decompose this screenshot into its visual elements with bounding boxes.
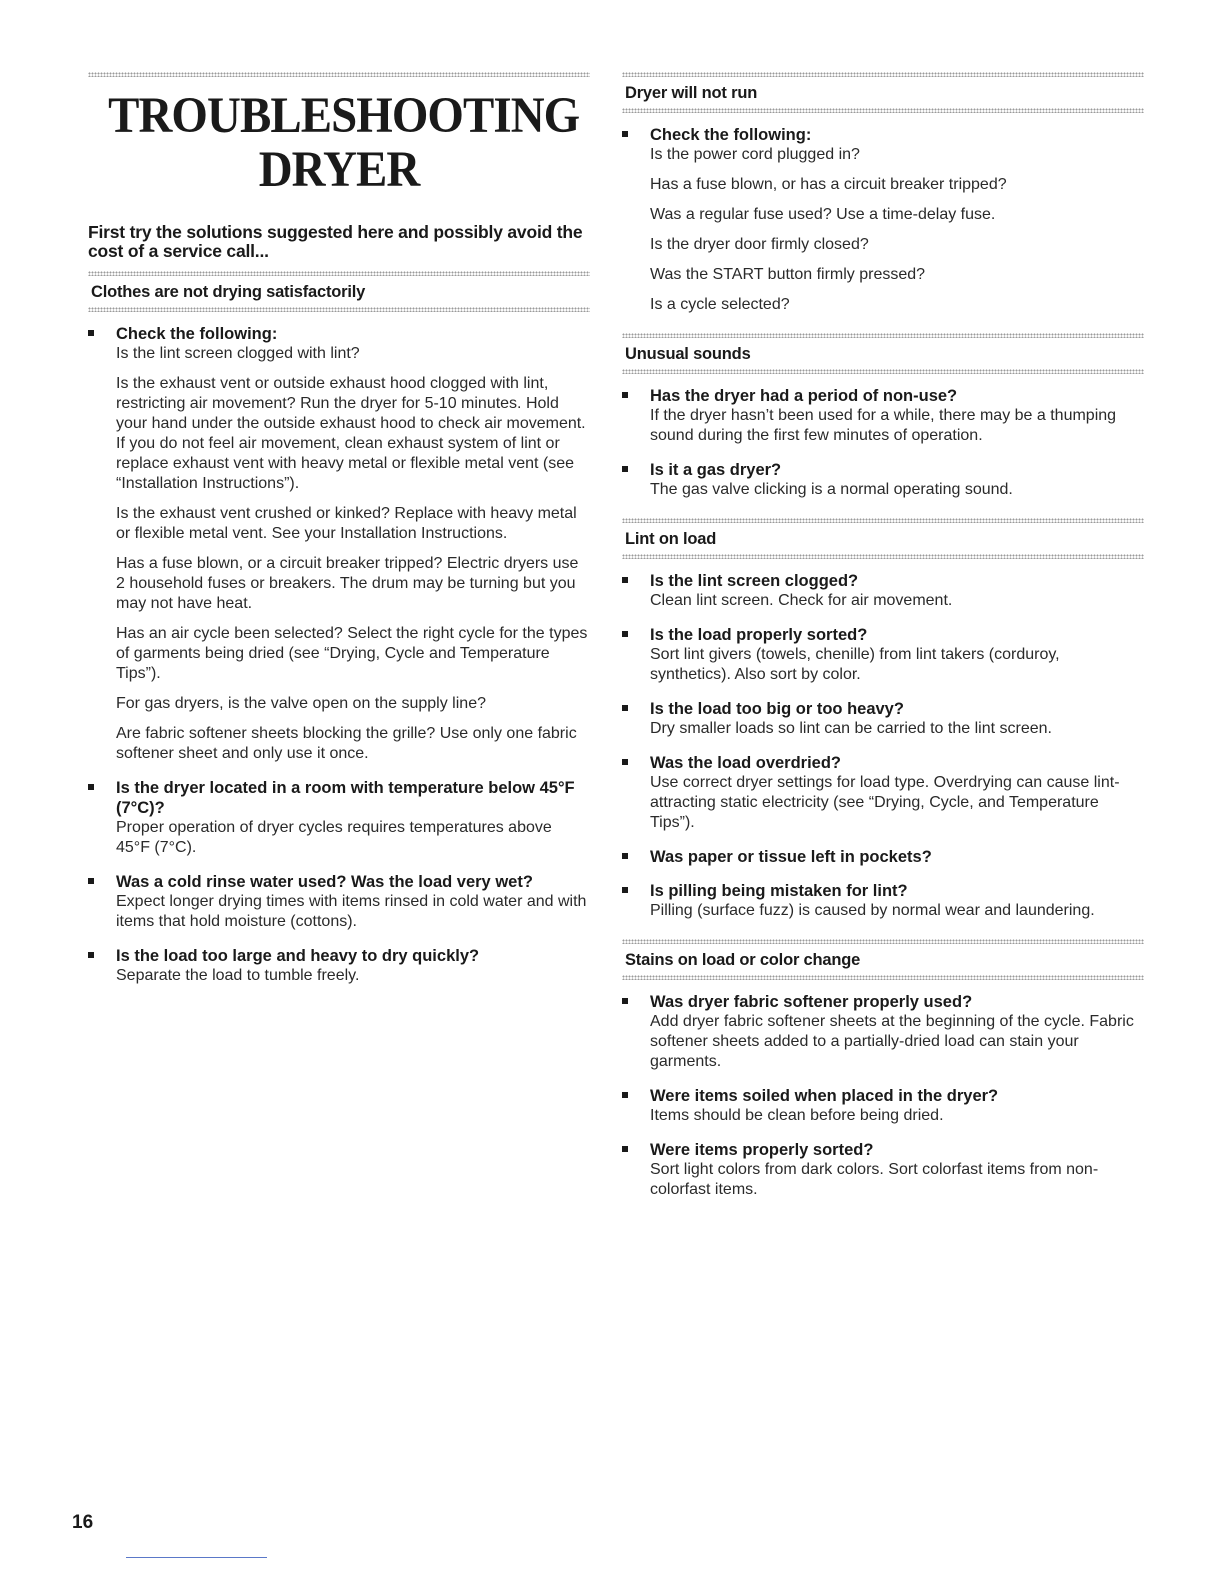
- troubleshooting-item: [622, 699, 1144, 739]
- item-content: [650, 699, 1144, 739]
- section-divider: [622, 108, 1144, 113]
- item-text: Has a fuse blown, or a circuit breaker tripped? Electric dryers use 2 household fuses or breakers. The drum may be turning but you may not have heat.: [116, 555, 579, 612]
- footer-line: [126, 1557, 267, 1558]
- right-sections: [622, 72, 1144, 1200]
- item-content: [650, 125, 1144, 315]
- item-text: Separate the load to tumble freely.: [116, 967, 360, 984]
- troubleshooting-item: [88, 946, 590, 986]
- bullet-icon: [88, 330, 94, 336]
- item-text: Clean lint screen. Check for air movement.: [650, 592, 953, 609]
- item-text: Was a regular fuse used? Use a time-delay fuse.: [650, 206, 996, 223]
- page-title: [108, 88, 580, 198]
- top-divider: [88, 72, 590, 77]
- troubleshooting-item: [622, 1140, 1144, 1200]
- item-heading: Was the load overdried?: [650, 754, 842, 772]
- item-content: [650, 1140, 1144, 1200]
- item-heading: Check the following:: [116, 325, 278, 343]
- item-content: [650, 625, 1144, 685]
- item-content: [650, 881, 1144, 921]
- item-heading: Is the dryer located in a room with temperature below 45°F (7°C)?: [116, 779, 575, 817]
- item-heading: Check the following:: [650, 126, 812, 144]
- left-column: [88, 72, 590, 1004]
- item-heading: Is the load properly sorted?: [650, 626, 868, 644]
- item-text: If the dryer hasn’t been used for a while, there may be a thumping sound during the first few minutes of operation.: [650, 407, 1117, 444]
- troubleshooting-item: [88, 324, 590, 764]
- item-text: Is the lint screen clogged with lint?: [116, 345, 360, 362]
- item-text: Is a cycle selected?: [650, 296, 790, 313]
- section-header: Clothes are not drying satisfactorily: [91, 283, 366, 301]
- section-items: [622, 125, 1144, 315]
- section-divider: [622, 554, 1144, 559]
- bullet-icon: [88, 784, 94, 790]
- troubleshooting-item: [622, 125, 1144, 315]
- item-heading: Was a cold rinse water used? Was the load very wet?: [116, 873, 533, 891]
- item-content: [650, 753, 1144, 833]
- item-text: Pilling (surface fuzz) is caused by normal wear and laundering.: [650, 902, 1095, 919]
- item-content: [116, 872, 590, 932]
- section-header: Dryer will not run: [625, 84, 758, 102]
- item-text: Add dryer fabric softener sheets at the beginning of the cycle. Fabric softener sheets added to a partially-dried load can stain your garments.: [650, 1013, 1134, 1070]
- item-text: Sort light colors from dark colors. Sort colorfast items from non-colorfast items.: [650, 1161, 1099, 1198]
- item-content: [116, 946, 590, 986]
- item-text: Was the START button firmly pressed?: [650, 266, 926, 283]
- bullet-icon: [622, 705, 628, 711]
- item-heading: Has the dryer had a period of non-use?: [650, 387, 958, 405]
- bullet-icon: [622, 577, 628, 583]
- item-content: [650, 847, 1144, 867]
- item-heading: Were items soiled when placed in the dryer?: [650, 1087, 999, 1105]
- item-text: The gas valve clicking is a normal operating sound.: [650, 481, 1013, 498]
- troubleshooting-item: [622, 386, 1144, 446]
- item-heading: Is the lint screen clogged?: [650, 572, 859, 590]
- section-divider: [88, 307, 590, 312]
- troubleshooting-item: [622, 1086, 1144, 1126]
- bullet-icon: [622, 631, 628, 637]
- troubleshooting-item: [88, 778, 590, 858]
- item-text: Sort lint givers (towels, chenille) from lint takers (corduroy, synthetics). Also sort by color.: [650, 646, 1060, 683]
- left-sections: [88, 271, 590, 986]
- section-header: Stains on load or color change: [625, 951, 861, 969]
- intro-text: First try the solutions suggested here and possibly avoid the cost of a service call...: [88, 222, 583, 261]
- item-heading: Is the load too big or too heavy?: [650, 700, 904, 718]
- title-line-2: DRYER: [258, 142, 420, 198]
- item-text: Proper operation of dryer cycles requires temperatures above 45°F (7°C).: [116, 819, 552, 856]
- item-text: Use correct dryer settings for load type. Overdrying can cause lint-attracting static electricity (see “Drying, Cycle, and Temperature Tips”).: [650, 774, 1120, 831]
- bullet-icon: [88, 952, 94, 958]
- troubleshooting-item: [622, 571, 1144, 611]
- item-text: Dry smaller loads so lint can be carried to the lint screen.: [650, 720, 1052, 737]
- section-header: Lint on load: [625, 530, 717, 548]
- item-content: [116, 324, 590, 764]
- item-text: For gas dryers, is the valve open on the supply line?: [116, 695, 486, 712]
- item-content: [650, 460, 1144, 500]
- troubleshooting-item: [88, 872, 590, 932]
- item-text: Is the exhaust vent or outside exhaust hood clogged with lint, restricting air movement? Run the dryer for 5-10 minutes. Hold your hand under the outside exhaust hood to check air movement. If you do not feel air movement, clean exhaust system of lint or replace exhaust vent with heavy metal or flexible metal vent (see “Installation Instructions”).: [116, 375, 586, 492]
- right-column: [622, 72, 1144, 1218]
- item-heading: Were items properly sorted?: [650, 1141, 874, 1159]
- item-text: Is the power cord plugged in?: [650, 146, 860, 163]
- item-text: Items should be clean before being dried.: [650, 1107, 944, 1124]
- item-heading: Is the load too large and heavy to dry quickly?: [116, 947, 480, 965]
- item-text: Is the dryer door firmly closed?: [650, 236, 869, 253]
- section-header: Unusual sounds: [625, 345, 751, 363]
- troubleshooting-item: [622, 753, 1144, 833]
- section-divider: [622, 369, 1144, 374]
- troubleshooting-item: [622, 881, 1144, 921]
- bullet-icon: [622, 1092, 628, 1098]
- bullet-icon: [622, 887, 628, 893]
- page-number: 16: [72, 1512, 94, 1533]
- bullet-icon: [88, 878, 94, 884]
- bullet-icon: [622, 466, 628, 472]
- bullet-icon: [622, 759, 628, 765]
- troubleshooting-item: [622, 625, 1144, 685]
- section-items: [88, 324, 590, 986]
- item-text: Expect longer drying times with items rinsed in cold water and with items that hold moisture (cottons).: [116, 893, 587, 930]
- item-heading: Is pilling being mistaken for lint?: [650, 882, 908, 900]
- item-content: [650, 992, 1144, 1072]
- item-heading: Is it a gas dryer?: [650, 461, 782, 479]
- section-items: [622, 992, 1144, 1200]
- bullet-icon: [622, 998, 628, 1004]
- item-heading: Was dryer fabric softener properly used?: [650, 993, 973, 1011]
- item-content: [116, 778, 590, 858]
- section-items: [622, 571, 1144, 921]
- troubleshooting-item: [622, 847, 1144, 867]
- item-content: [650, 386, 1144, 446]
- item-text: Are fabric softener sheets blocking the grille? Use only one fabric softener sheet and only use it once.: [116, 725, 577, 762]
- item-text: Has an air cycle been selected? Select the right cycle for the types of garments being dried (see “Drying, Cycle and Temperature Tips”).: [116, 625, 588, 682]
- bullet-icon: [622, 392, 628, 398]
- troubleshooting-item: [622, 460, 1144, 500]
- bullet-icon: [622, 131, 628, 137]
- item-text: Is the exhaust vent crushed or kinked? Replace with heavy metal or flexible metal vent. See your Installation Instructions.: [116, 505, 577, 542]
- troubleshooting-item: [622, 992, 1144, 1072]
- item-heading: Was paper or tissue left in pockets?: [650, 848, 932, 866]
- item-text: Has a fuse blown, or has a circuit breaker tripped?: [650, 176, 1007, 193]
- bullet-icon: [622, 853, 628, 859]
- section-divider: [622, 975, 1144, 980]
- title-line-1: TROUBLESHOOTING: [108, 88, 580, 144]
- item-content: [650, 1086, 1144, 1126]
- item-content: [650, 571, 1144, 611]
- bullet-icon: [622, 1146, 628, 1152]
- section-items: [622, 386, 1144, 500]
